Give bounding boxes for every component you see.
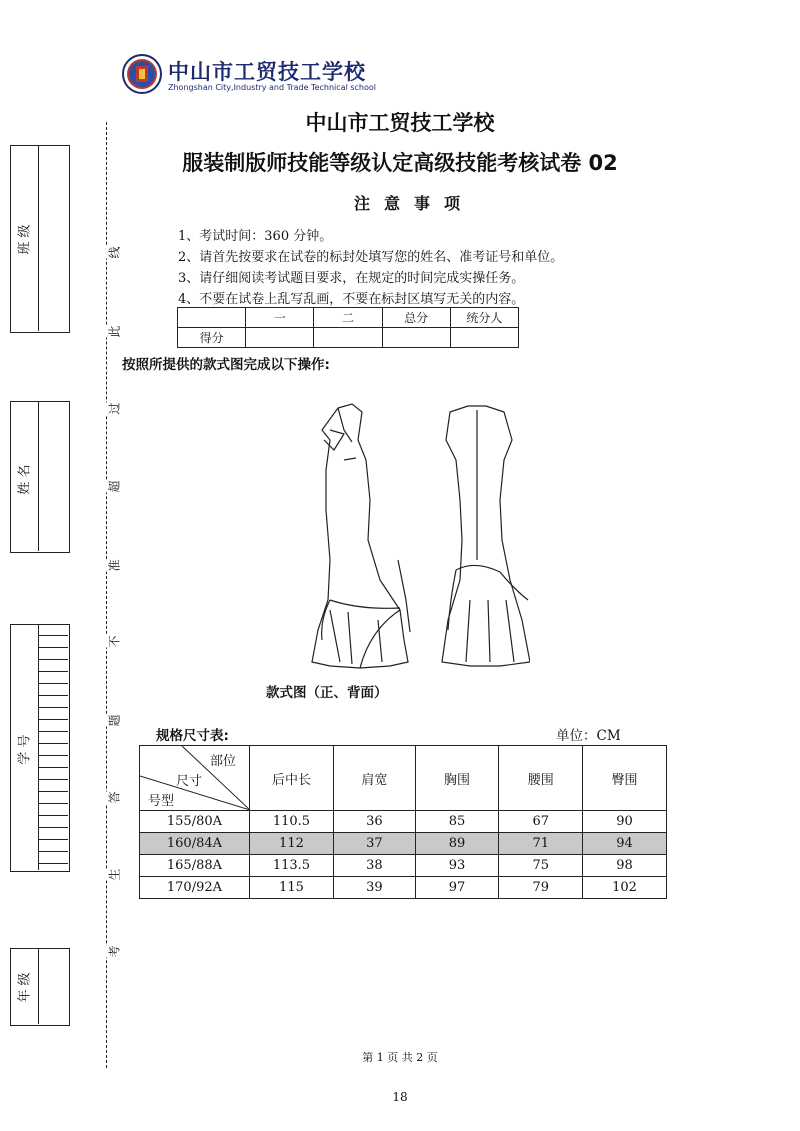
- seal-name-divider: [38, 401, 39, 551]
- seal-id-label: 学 号: [17, 734, 33, 765]
- spec-table-label: 规格尺寸表:: [156, 728, 229, 744]
- spec-value-cell: 90: [583, 811, 667, 833]
- seal-line-char: 考: [107, 945, 122, 958]
- spec-size-cell: 165/88A: [140, 855, 250, 877]
- notice-item-1: 1、考试时间：360 分钟。: [178, 229, 333, 244]
- seal-line-char: 线: [107, 246, 122, 259]
- seal-line-char: 过: [107, 402, 122, 415]
- spec-value-cell: 36: [334, 811, 416, 833]
- notice-item-2: 2、请首先按要求在试卷的标封处填写您的姓名、准考证号和单位。: [178, 250, 564, 265]
- score-header-blank: [178, 308, 246, 328]
- spec-corner-cell: [140, 746, 250, 811]
- seal-line-char: 生: [107, 868, 122, 881]
- seal-line-char: 准: [107, 559, 122, 572]
- spec-size-cell: 155/80A: [140, 811, 250, 833]
- logo-school-name: 中山市工贸技工学校: [168, 59, 366, 84]
- seal-line-char: 不: [107, 635, 122, 648]
- seal-class-label: 班 级: [17, 224, 33, 255]
- spec-corner-bottom: 号型: [148, 794, 175, 809]
- seal-dashed-line: [106, 122, 107, 1068]
- spec-value-cell: 71: [499, 833, 583, 855]
- spec-corner-middle: 尺寸: [176, 774, 203, 789]
- score-header-2: 二: [314, 308, 382, 328]
- score-row-label: 得分: [178, 328, 246, 348]
- spec-unit: 单位：CM: [556, 728, 621, 744]
- school-emblem-icon: [122, 54, 162, 94]
- score-cell-scorer[interactable]: [450, 328, 518, 348]
- score-cell-total[interactable]: [382, 328, 450, 348]
- spec-value-cell: 115: [249, 877, 333, 899]
- spec-size-cell: 170/92A: [140, 877, 250, 899]
- spec-col-header: 肩宽: [334, 746, 416, 811]
- garment-illustration: [300, 400, 530, 670]
- exam-subtitle: 服装制版师技能等级认定高级技能考核试卷 02: [182, 151, 618, 175]
- spec-value-cell: 67: [499, 811, 583, 833]
- seal-grade-divider: [38, 948, 39, 1024]
- spec-value-cell: 37: [334, 833, 416, 855]
- seal-grade-label: 年 级: [17, 972, 33, 1003]
- spec-value-cell: 112: [249, 833, 333, 855]
- spec-value-cell: 39: [334, 877, 416, 899]
- spec-value-cell: 97: [415, 877, 499, 899]
- score-cell-2[interactable]: [314, 328, 382, 348]
- spec-col-header: 胸围: [415, 746, 499, 811]
- spec-value-cell: 110.5: [249, 811, 333, 833]
- spec-col-header: 后中长: [249, 746, 333, 811]
- table-row: [140, 811, 667, 833]
- table-row: [140, 855, 667, 877]
- notice-item-4: 4、不要在试卷上乱写乱画，不要在标封区填写无关的内容。: [178, 292, 525, 307]
- score-header-scorer: 统分人: [450, 308, 518, 328]
- seal-name-label: 姓 名: [17, 464, 33, 495]
- score-header-1: 一: [246, 308, 314, 328]
- spec-corner-top: 部位: [210, 754, 237, 769]
- spec-size-cell: 160/84A: [140, 833, 250, 855]
- spec-value-cell: 98: [583, 855, 667, 877]
- figure-caption: 款式图（正、背面）: [266, 685, 388, 701]
- spec-value-cell: 38: [334, 855, 416, 877]
- spec-value-cell: 93: [415, 855, 499, 877]
- seal-line-char: 题: [107, 714, 122, 727]
- spec-value-cell: 79: [499, 877, 583, 899]
- spec-value-cell: 89: [415, 833, 499, 855]
- spec-col-header: 腰围: [499, 746, 583, 811]
- seal-line-char: 答: [107, 791, 122, 804]
- page-title: 中山市工贸技工学校: [305, 111, 495, 135]
- seal-line-char: 此: [107, 325, 122, 338]
- spec-value-cell: 94: [583, 833, 667, 855]
- score-cell-1[interactable]: [246, 328, 314, 348]
- notice-item-3: 3、请仔细阅读考试题目要求，在规定的时间完成实操任务。: [178, 271, 525, 286]
- page-number: 18: [392, 1090, 408, 1104]
- spec-value-cell: 75: [499, 855, 583, 877]
- seal-class-divider: [38, 145, 39, 331]
- school-logo: [122, 54, 162, 94]
- spec-value-cell: 113.5: [249, 855, 333, 877]
- seal-line-char: 超: [107, 480, 122, 493]
- logo-school-name-en: Zhongshan City,Industry and Trade Technical school: [168, 83, 376, 92]
- page-info: 第 1 页 共 2 页: [362, 1051, 438, 1064]
- spec-table: [139, 745, 667, 899]
- score-header-total: 总分: [382, 308, 450, 328]
- notice-title: 注意事项: [353, 194, 474, 213]
- qipao-sketch-icon: [300, 400, 530, 670]
- spec-value-cell: 85: [415, 811, 499, 833]
- seal-id-grid[interactable]: [38, 624, 68, 870]
- spec-value-cell: 102: [583, 877, 667, 899]
- table-row-highlighted: [140, 833, 667, 855]
- spec-col-header: 臀围: [583, 746, 667, 811]
- instruction-text: 按照所提供的款式图完成以下操作:: [122, 357, 330, 373]
- table-row: [140, 877, 667, 899]
- score-table: [177, 307, 519, 348]
